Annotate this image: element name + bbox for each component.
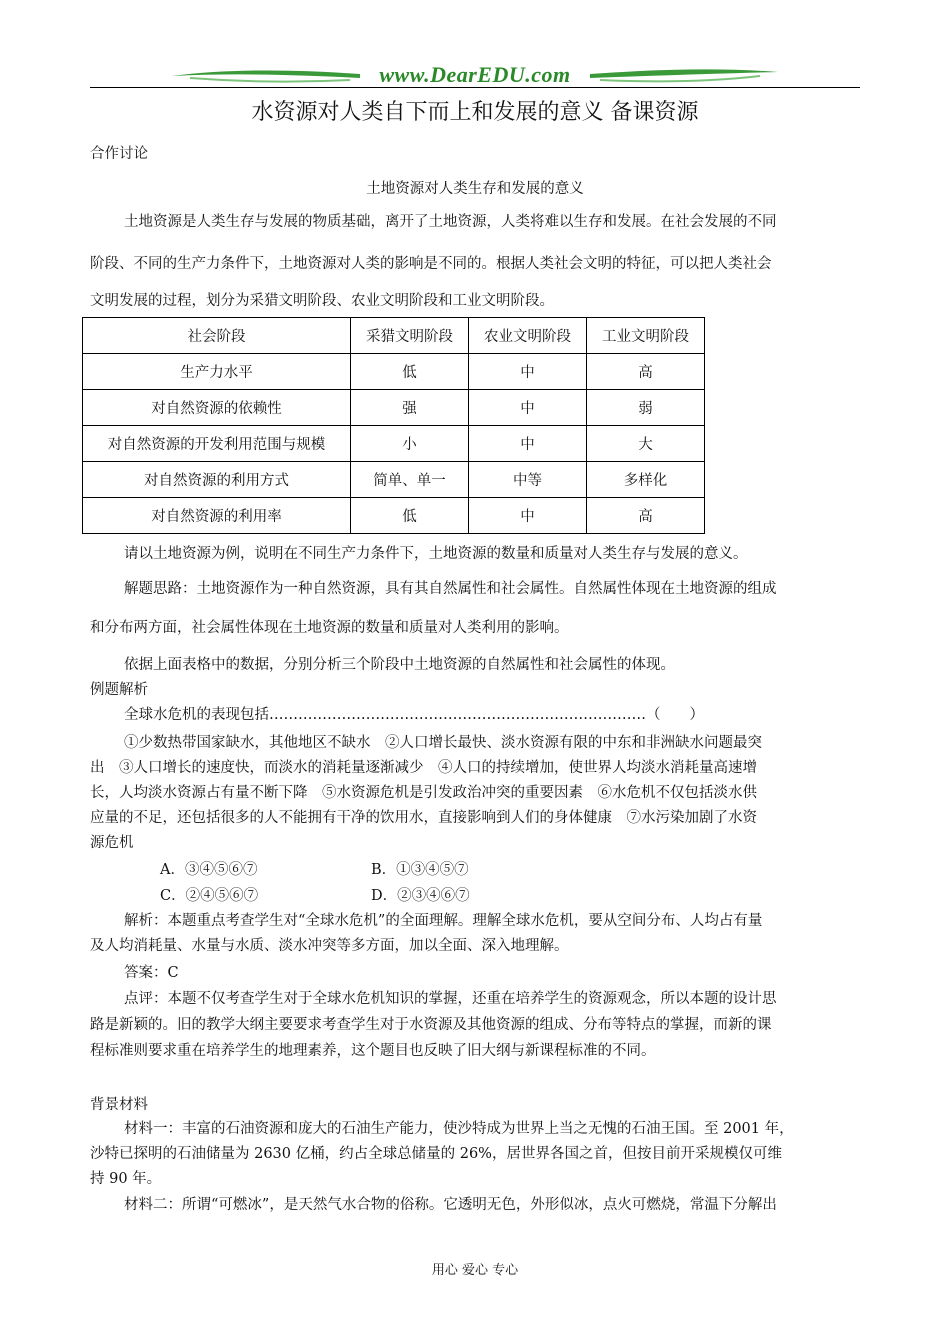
example-statement-line: 源危机: [90, 835, 134, 851]
table-row: [83, 498, 705, 534]
example-statement-line: 长，人均淡水资源占有量不断下降 ⑤水资源危机是引发政治冲突的重要因素 ⑥水危机不仅包括淡水供: [90, 785, 757, 801]
table-header-cell: 社会阶段: [83, 318, 351, 354]
land-intro-line-2: 阶段、不同的生产力条件下，土地资源对人类的影响是不同的。根据人类社会文明的特征，可以把人类社会: [90, 256, 772, 272]
table-cell: 大: [587, 426, 705, 462]
material-1-line-2: 沙特已探明的石油储量为 2630 亿桶，约占全球总储量的 26%，居世界各国之首，但按目前开采规模仅可维: [90, 1146, 782, 1162]
analysis-line-2: 及人均消耗量、水量与水质、淡水冲突等多方面，加以全面、深入地理解。: [90, 938, 569, 954]
table-cell: 小: [351, 426, 469, 462]
comment-line-3: 程标准则要求重在培养学生的地理素养，这个题目也反映了旧大纲与新课程标准的不同。: [90, 1043, 656, 1059]
page-footer: 用心 爱心 专心: [431, 1263, 519, 1278]
option-a: A．③④⑤⑥⑦: [160, 862, 258, 878]
example-statement-line: 应量的不足，还包括很多的人不能拥有干净的饮用水，直接影响到人们的身体健康 ⑦水污染加剧了水资: [90, 810, 757, 826]
table-cell: 对自然资源的依赖性: [83, 390, 351, 426]
table-header-row: [83, 318, 705, 354]
material-2-line-1: 材料二：所谓“可燃冰”，是天然气水合物的俗称。它透明无色，外形似冰，点火可燃烧，常温下分解出: [124, 1197, 777, 1213]
analysis-line-1: 解析：本题重点考查学生对“全球水危机”的全面理解。理解全球水危机，要从空间分布、人均占有量: [124, 913, 763, 929]
table-cell: 简单、单一: [351, 462, 469, 498]
table-header-cell: 农业文明阶段: [469, 318, 587, 354]
table-cell: 强: [351, 390, 469, 426]
site-logo[interactable]: [170, 62, 780, 88]
land-intro-line-3: 文明发展的过程，划分为采猎文明阶段、农业文明阶段和工业文明阶段。: [90, 293, 554, 309]
example-statement-line: ①少数热带国家缺水，其他地区不缺水 ②人口增长最快、淡水资源有限的中东和非洲缺水问题最突: [124, 735, 762, 751]
civilization-stages-table: [82, 317, 705, 534]
table-row: [83, 426, 705, 462]
table-cell: 对自然资源的利用率: [83, 498, 351, 534]
header-divider: [90, 87, 860, 88]
approach-line-1: 解题思路：土地资源作为一种自然资源，具有其自然属性和社会属性。自然属性体现在土地资源的组成: [124, 581, 777, 597]
option-c: C．②④⑤⑥⑦: [160, 888, 259, 904]
material-1-line-3: 持 90 年。: [90, 1171, 162, 1187]
table-cell: 高: [587, 354, 705, 390]
table-cell: 中: [469, 426, 587, 462]
option-d: D．②③④⑥⑦: [371, 888, 470, 904]
logo-text: www.DearEDU.com: [379, 62, 571, 87]
land-title: 土地资源对人类生存和发展的意义: [366, 181, 584, 197]
table-cell: 生产力水平: [83, 354, 351, 390]
comment-line-2: 路是新颖的。旧的教学大纲主要要求考查学生对于水资源及其他资源的组成、分布等特点的掌握，而新的课: [90, 1017, 772, 1033]
table-row: [83, 390, 705, 426]
answer-text: 答案：C: [124, 965, 179, 981]
table-cell: 弱: [587, 390, 705, 426]
table-cell: 对自然资源的利用方式: [83, 462, 351, 498]
land-intro-line-1: 土地资源是人类生存与发展的物质基础，离开了土地资源，人类将难以生存和发展。在社会发展的不同: [124, 214, 777, 230]
example-statement-line: 出 ③人口增长的速度快，而淡水的消耗量逐渐减少 ④人口的持续增加，使世界人均淡水消耗量高速增: [90, 760, 757, 776]
question-text: 请以土地资源为例，说明在不同生产力条件下，土地资源的数量和质量对人类生存与发展的意义。: [124, 546, 748, 562]
option-b: B．①③④⑤⑦: [371, 862, 469, 878]
background-heading: 背景材料: [90, 1097, 148, 1113]
material-1-line-1: 材料一：丰富的石油资源和庞大的石油生产能力，使沙特成为世界上当之无愧的石油王国。至 2001 年，: [124, 1121, 794, 1137]
approach-line-3: 依据上面表格中的数据，分别分析三个阶段中土地资源的自然属性和社会属性的体现。: [124, 657, 675, 673]
table-header-cell: 采猎文明阶段: [351, 318, 469, 354]
table-cell: 中: [469, 390, 587, 426]
table-cell: 中: [469, 354, 587, 390]
page-title: 水资源对人类自下而上和发展的意义 备课资源: [251, 100, 699, 125]
approach-line-2: 和分布两方面，社会属性体现在土地资源的数量和质量对人类利用的影响。: [90, 620, 569, 636]
table-cell: 低: [351, 354, 469, 390]
table-cell: 多样化: [587, 462, 705, 498]
table-header-cell: 工业文明阶段: [587, 318, 705, 354]
discussion-heading: 合作讨论: [90, 146, 148, 162]
table-row: [83, 354, 705, 390]
table-cell: 对自然资源的开发利用范围与规模: [83, 426, 351, 462]
table-cell: 低: [351, 498, 469, 534]
table-cell: 中: [469, 498, 587, 534]
table-cell: 中等: [469, 462, 587, 498]
table-row: [83, 462, 705, 498]
example-stem: 全球水危机的表现包括……………………………………………………………………（ ）: [124, 707, 704, 723]
example-heading: 例题解析: [90, 682, 148, 698]
table-cell: 高: [587, 498, 705, 534]
comment-line-1: 点评：本题不仅考查学生对于全球水危机知识的掌握，还重在培养学生的资源观念，所以本题的设计思: [124, 991, 777, 1007]
